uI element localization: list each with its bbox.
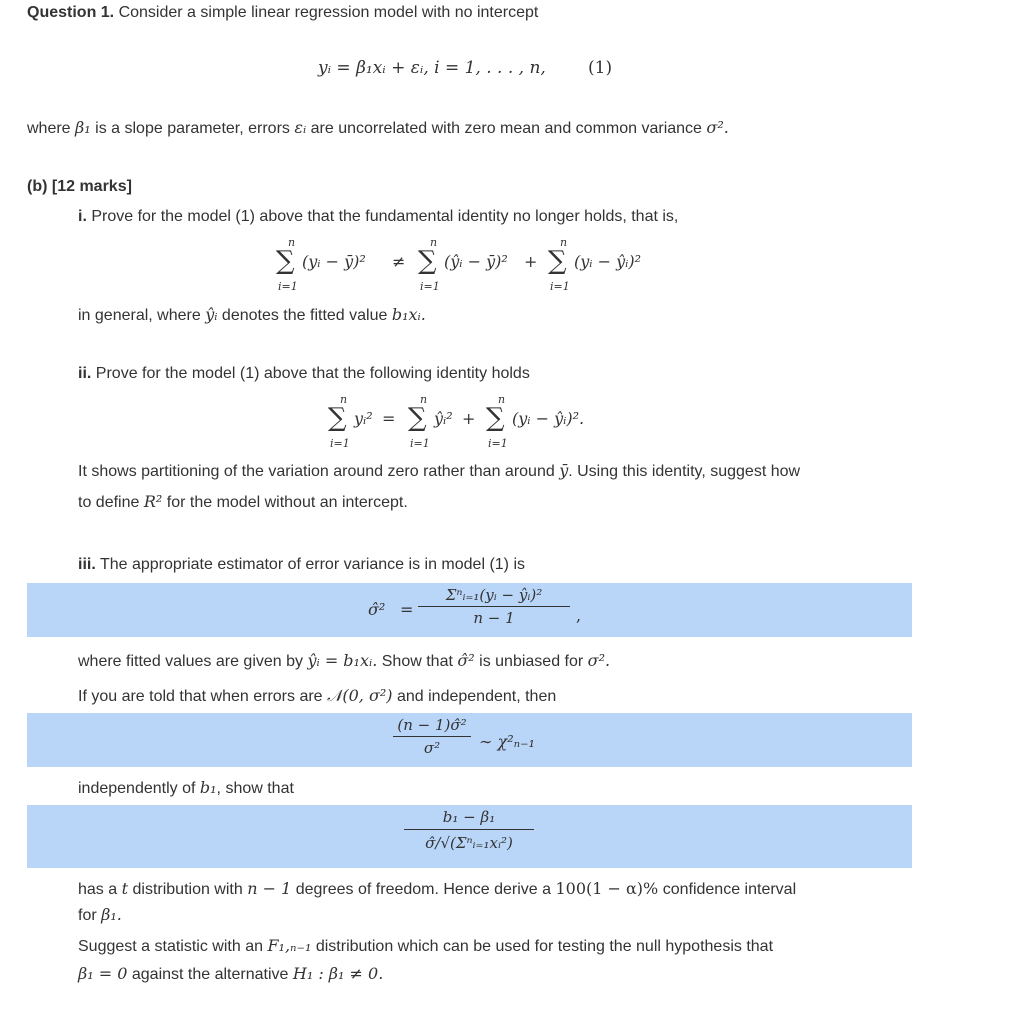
where-suffix: are uncorrelated with zero mean and common variance (310, 120, 702, 137)
t-line1-df: n − 1 (247, 879, 292, 898)
identity-i (268, 236, 688, 296)
identity-i-neq: ≠ (392, 252, 406, 271)
estimator-comma: , (576, 606, 582, 625)
part-ii-line1-prefix: It shows partitioning of the variation around zero rather than around (78, 463, 555, 480)
fitted-values-line (78, 651, 610, 671)
part-ii-line-2 (78, 492, 408, 512)
part-ii-text-line (78, 365, 530, 383)
sum-ii-2-bottom: i=1 (410, 437, 430, 450)
t-distribution-line-2 (78, 905, 122, 925)
t-line1-suffix: confidence interval (662, 881, 797, 898)
sum-2-bottom: i=1 (420, 280, 440, 293)
t-denominator: σ̂/√(Σⁿᵢ₌₁xᵢ²) (425, 834, 513, 852)
estimator-fraction (418, 586, 570, 627)
chi-distribution: ∼ χ²ₙ₋₁ (479, 732, 535, 751)
sum-2-symbol: ∑ (418, 246, 437, 276)
indep-prefix: independently of (78, 780, 196, 797)
part-iii-text: The appropriate estimator of error variance is in model (1) is (99, 556, 525, 573)
independently-line (78, 778, 294, 798)
sum-ii-1-symbol: ∑ (328, 403, 347, 433)
part-b-heading: (b) [12 marks] (27, 178, 132, 195)
sum-ii-2-symbol: ∑ (408, 403, 427, 433)
part-i-after-fit: b₁xᵢ. (391, 305, 426, 324)
f-line2-h1: H₁ : β₁ ≠ 0. (292, 964, 384, 983)
model-equation-label: (1) (588, 58, 613, 78)
where-prefix: where (27, 120, 71, 137)
part-ii-ybar: ȳ (559, 461, 569, 480)
t-line1-ci: 100(1 − α)% (555, 879, 659, 898)
fitted-is: is unbiased for (479, 653, 584, 670)
t-statistic-formula (404, 808, 534, 852)
t-distribution-line-1 (78, 879, 796, 899)
part-i-text-line (78, 208, 678, 226)
fitted-prefix: where fitted values are given by (78, 653, 304, 670)
fitted-sigma: σ². (587, 651, 611, 670)
f-line1-prefix: Suggest a statistic with an (78, 938, 263, 955)
part-ii-r2: R² (143, 492, 163, 511)
estimator-sigma-hat: σ̂² (368, 600, 386, 619)
where-sigma: σ². (706, 118, 729, 137)
sum-3-top: n (560, 236, 568, 249)
identity-i-term-3: (yᵢ − ŷᵢ)² (574, 252, 641, 271)
f-line2-mid: against the alternative (131, 966, 289, 983)
part-i-after-prefix: in general, where (78, 307, 201, 324)
part-i-after-yhat: ŷᵢ (205, 305, 218, 324)
identity-ii (320, 393, 640, 453)
told-prefix: If you are told that when errors are (78, 688, 323, 705)
identity-i-term-1: (yᵢ − ȳ)² (302, 252, 366, 271)
model-description (27, 118, 729, 138)
fitted-mid: Show that (381, 653, 453, 670)
part-iii-label: iii. (78, 556, 96, 573)
t-line2-prefix: for (78, 907, 97, 924)
fitted-eq: ŷᵢ = b₁xᵢ. (307, 651, 378, 670)
chi-square-formula (393, 716, 593, 766)
sum-ii-1-bottom: i=1 (330, 437, 350, 450)
part-i-label: i. (78, 208, 87, 225)
sum-ii-3-symbol: ∑ (486, 403, 505, 433)
estimator-denominator: n − 1 (473, 609, 515, 627)
part-ii-line2-prefix: to define (78, 494, 140, 511)
fitted-sigma-hat: σ̂² (457, 651, 475, 670)
where-beta: β₁ (75, 118, 91, 137)
t-line1-mid2: degrees of freedom. Hence derive a (295, 881, 551, 898)
where-mid: is a slope parameter, errors (95, 120, 290, 137)
sum-1-bottom: i=1 (278, 280, 298, 293)
f-test-line-1 (78, 936, 773, 956)
sum-3-symbol: ∑ (548, 246, 567, 276)
t-line1-t: t (121, 879, 129, 898)
identity-ii-plus: + (462, 409, 476, 428)
told-suffix: and independent, then (396, 688, 557, 705)
sum-ii-3-bottom: i=1 (488, 437, 508, 450)
t-numerator: b₁ − β₁ (404, 808, 534, 830)
part-ii-line2-suffix: for the model without an intercept. (166, 494, 408, 511)
sum-1-top: n (288, 236, 296, 249)
part-i-text: Prove for the model (1) above that the fundamental identity no longer holds, that is, (91, 208, 679, 225)
f-line1-f: F₁,ₙ₋₁ (267, 936, 312, 955)
model-equation: yᵢ = β₁xᵢ + εᵢ, i = 1, . . . , n, (318, 58, 546, 78)
estimator-eq: = (400, 600, 414, 619)
sum-3-bottom: i=1 (550, 280, 570, 293)
estimator-numerator: Σⁿᵢ₌₁(yᵢ − ŷᵢ)² (418, 586, 570, 607)
f-line2-h0: β₁ = 0 (78, 964, 128, 983)
part-ii-text: Prove for the model (1) above that the following identity holds (95, 365, 530, 382)
told-distribution: 𝒩(0, σ²) (327, 686, 393, 705)
t-line2-beta: β₁. (101, 905, 122, 924)
f-test-line-2 (78, 964, 383, 984)
identity-ii-term-2: ŷᵢ² (434, 409, 453, 428)
part-ii-label: ii. (78, 365, 92, 382)
where-epsilon: εᵢ (294, 118, 307, 137)
sum-ii-1-top: n (340, 393, 348, 406)
chi-denominator: σ² (423, 739, 441, 757)
indep-suffix: , show that (216, 780, 294, 797)
question-intro: Consider a simple linear regression model with no intercept (118, 4, 539, 21)
chi-fraction (393, 716, 471, 757)
part-ii-line-1 (78, 461, 800, 481)
part-i-after-line (78, 305, 426, 325)
part-iii-text-line (78, 556, 525, 574)
sum-1-symbol: ∑ (276, 246, 295, 276)
part-ii-line1-suffix: . Using this identity, suggest how (568, 463, 801, 480)
identity-ii-term-3: (yᵢ − ŷᵢ)². (512, 409, 585, 428)
sum-2-top: n (430, 236, 438, 249)
question-intro-line (27, 4, 538, 22)
sum-ii-2-top: n (420, 393, 428, 406)
identity-ii-eq: = (382, 409, 396, 428)
sum-ii-3-top: n (498, 393, 506, 406)
estimator-formula (368, 586, 628, 636)
chi-numerator: (n − 1)σ̂² (393, 716, 471, 737)
indep-b1: b₁ (199, 778, 217, 797)
told-line (78, 686, 556, 706)
identity-i-term-2: (ŷᵢ − ȳ)² (444, 252, 508, 271)
f-line1-suffix: distribution which can be used for testing the null hypothesis that (315, 938, 774, 955)
t-line1-prefix: has a (78, 881, 118, 898)
question-heading: Question 1. (27, 4, 115, 21)
identity-i-plus: + (524, 252, 538, 271)
identity-ii-term-1: yᵢ² (354, 409, 373, 428)
t-line1-mid: distribution with (132, 881, 243, 898)
part-i-after-mid: denotes the fitted value (221, 307, 388, 324)
